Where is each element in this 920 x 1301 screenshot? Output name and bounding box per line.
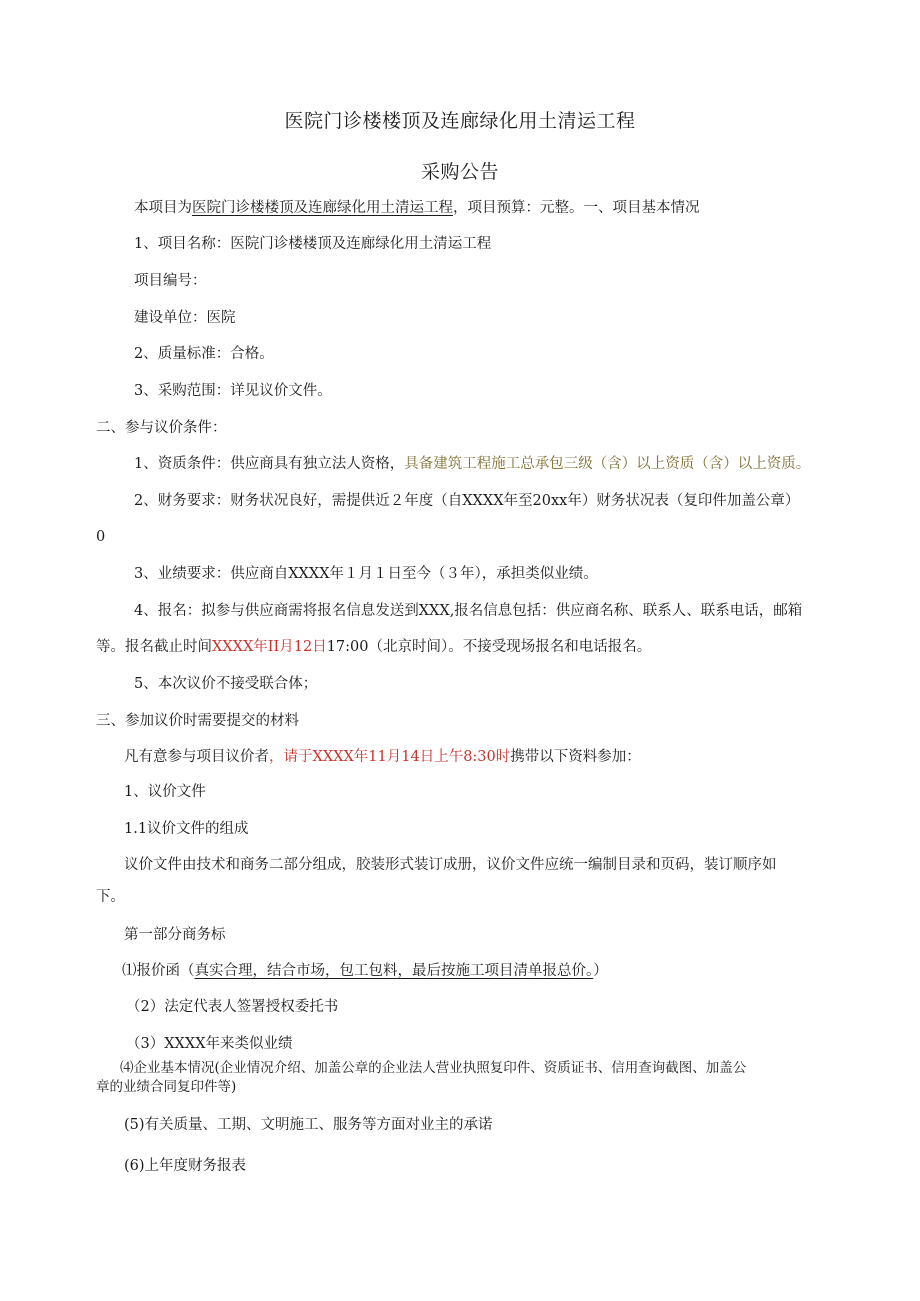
bid-document-composition: 1.1议价文件的组成	[124, 821, 249, 837]
bid-document-description: 议价文件由技术和商务二部分组成，胶装形式装订成册，议价文件应统一编制目录和页码，装订顺序如	[124, 857, 777, 873]
qualification-condition	[134, 454, 810, 474]
bid-document-description-cont: 下。	[96, 889, 125, 905]
item-authorization: （2）法定代表人签署授权委托书	[126, 999, 339, 1015]
intro-project-name: 医院门诊楼楼顶及连廊绿化用土清运工程	[192, 200, 453, 216]
financial-requirement-cont: 0	[96, 529, 106, 545]
intro-paragraph	[134, 198, 700, 218]
intro-text-a: 本项目为	[134, 200, 192, 216]
item-quotation-close: ）	[593, 963, 608, 979]
qualification-highlight: 具备建筑工程施工总承包三级（含）以上资质（含）以上资质。	[404, 456, 811, 472]
section-three-heading: 三、参加议价时需要提交的材料	[96, 713, 299, 729]
materials-submission-time: ，请于XXXX年11月14日上午8:30时	[269, 749, 511, 765]
quality-standard-line: 2、质量标准：合格。	[134, 346, 274, 362]
no-consortium-line: 5、本次议价不接受联合体；	[134, 676, 318, 692]
item-commitment: (5)有关质量、工期、文明施工、服务等方面对业主的承诺	[124, 1117, 493, 1133]
item-past-performance: （3）XXXX年来类似业绩	[126, 1036, 293, 1052]
project-name-line: 1、项目名称：医院门诊楼楼顶及连廊绿化用土清运工程	[134, 236, 492, 252]
item-financial-statement: (6)上年度财务报表	[124, 1158, 247, 1174]
project-code-line: 项目编号：	[134, 273, 207, 289]
registration-line-b	[96, 637, 651, 657]
item-quotation-label: ⑴报价函（	[122, 963, 195, 979]
materials-intro	[124, 747, 641, 767]
section-two-heading: 二、参与议价条件：	[96, 420, 227, 436]
registration-deadline-time: 17:00（北京时间）。不接受现场报名和电话报名。	[326, 639, 652, 655]
document-title: 医院门诊楼楼顶及连廊绿化用土清运工程	[284, 110, 636, 132]
part-one-heading: 第一部分商务标	[124, 927, 226, 943]
item-quotation-letter	[122, 961, 608, 981]
materials-intro-b: 携带以下资料参加：	[510, 749, 641, 765]
construction-unit-line: 建设单位：医院	[134, 310, 236, 326]
registration-deadline-date: XXXX年II月12日	[212, 639, 327, 655]
intro-text-b: ，项目预算：元整。一、项目基本情况	[453, 200, 700, 216]
materials-intro-a: 凡有意参与项目议价者	[124, 749, 269, 765]
bid-document-heading: 1、议价文件	[124, 784, 206, 800]
procurement-scope-line: 3、采购范围：详见议价文件。	[134, 383, 332, 399]
performance-requirement: 3、业绩要求：供应商自XXXX年１月１日至今（３年），承担类似业绩。	[134, 566, 598, 582]
item-company-info-a: ⑷企业基本情况(企业情况介绍、加盖公章的企业法人营业执照复印件、资质证书、信用查询截图、加盖公	[120, 1060, 747, 1076]
qualification-text: 1、资质条件：供应商具有独立法人资格，	[134, 456, 405, 472]
item-quotation-note: 真实合理，结合市场，包工包料，最后按施工项目清单报总价。	[194, 963, 594, 979]
registration-line-a: 4、报名：拟参与供应商需将报名信息发送到XXX,报名信息包括：供应商名称、联系人、联系电话，邮箱	[134, 603, 803, 619]
financial-requirement: 2、财务要求：财务状况良好，需提供近２年度（自XXXX年至20xx年）财务状况表（复印件加盖公章）	[134, 493, 800, 509]
item-company-info-b: 章的业绩合同复印件等)	[96, 1079, 237, 1095]
document-subtitle: 采购公告	[420, 161, 499, 183]
registration-text: 等。报名截止时间	[96, 639, 212, 655]
